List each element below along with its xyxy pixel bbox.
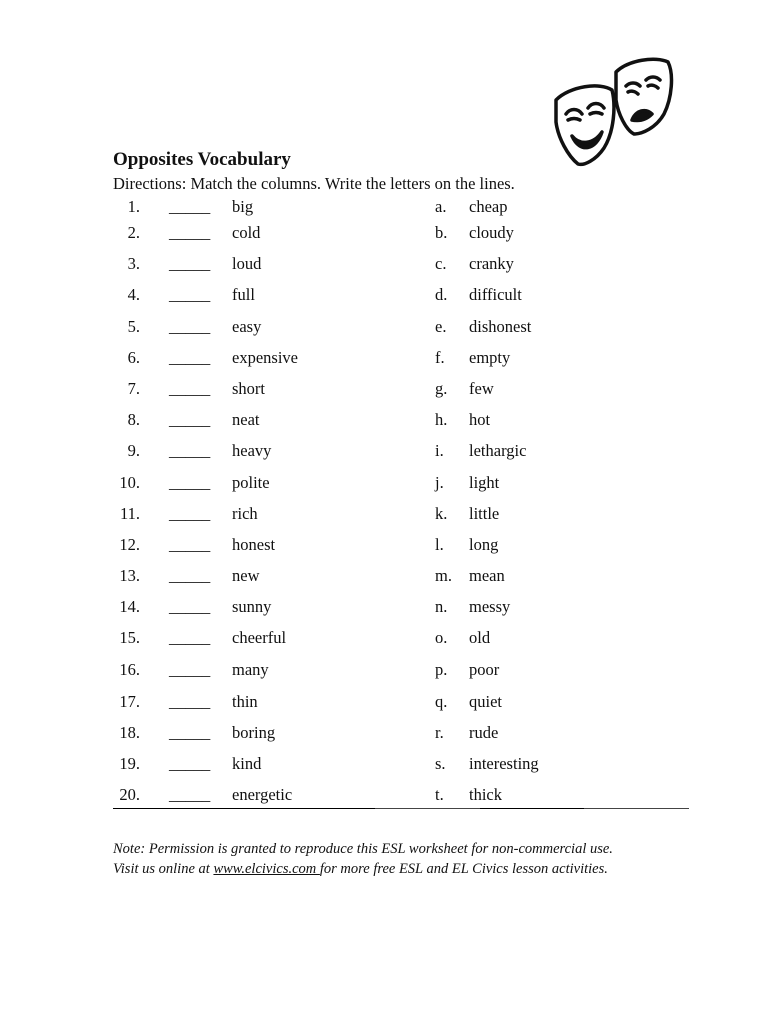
item-number: 1. [127, 197, 140, 216]
choice-letter: t. [435, 785, 444, 804]
choice-word: little [469, 504, 500, 523]
item-number: 12. [119, 535, 140, 554]
answer-blank[interactable]: _____ [169, 504, 211, 523]
item-word: polite [232, 473, 270, 492]
directions-text: Directions: Match the columns. Write the letters on the lines. [113, 174, 515, 193]
divider-line-accent [113, 808, 375, 809]
item-number: 16. [119, 660, 140, 679]
choice-letter: n. [435, 597, 448, 616]
match-row [0, 565, 768, 587]
match-row [0, 196, 768, 218]
choice-word: quiet [469, 692, 502, 711]
match-row [0, 784, 768, 806]
answer-blank[interactable]: _____ [169, 660, 211, 679]
match-row [0, 222, 768, 244]
item-number: 15. [119, 628, 140, 647]
choice-word: poor [469, 660, 500, 679]
match-row [0, 722, 768, 744]
answer-blank[interactable]: _____ [169, 285, 211, 304]
choice-letter: o. [435, 628, 448, 647]
answer-blank[interactable]: _____ [169, 692, 211, 711]
note-line-1: Note: Permission is granted to reproduce this ESL worksheet for non-commercial use. [113, 841, 613, 857]
match-row [0, 596, 768, 618]
choice-word: cranky [469, 254, 514, 273]
item-word: thin [232, 692, 258, 711]
answer-blank[interactable]: _____ [169, 410, 211, 429]
answer-blank[interactable]: _____ [169, 254, 211, 273]
choice-letter: b. [435, 223, 448, 242]
choice-word: old [469, 628, 491, 647]
choice-word: long [469, 535, 499, 554]
divider-line-accent [480, 808, 584, 809]
answer-blank[interactable]: _____ [169, 379, 211, 398]
answer-blank[interactable]: _____ [169, 597, 211, 616]
item-word: energetic [232, 785, 293, 804]
answer-blank[interactable]: _____ [169, 197, 211, 216]
choice-word: difficult [469, 285, 522, 304]
choice-word: mean [469, 566, 505, 585]
item-word: loud [232, 254, 262, 273]
choice-word: light [469, 473, 500, 492]
item-number: 2. [127, 223, 140, 242]
item-word: cold [232, 223, 261, 242]
choice-letter: r. [435, 723, 444, 742]
item-word: heavy [232, 441, 272, 460]
choice-word: rude [469, 723, 499, 742]
item-word: neat [232, 410, 260, 429]
note-line-2-prefix: Visit us online at [113, 861, 214, 877]
choice-letter: q. [435, 692, 448, 711]
choice-letter: p. [435, 660, 448, 679]
choice-letter: f. [435, 348, 445, 367]
note-line-2-suffix: for more free ESL and EL Civics lesson activities. [319, 861, 608, 877]
answer-blank[interactable]: _____ [169, 785, 211, 804]
choice-letter: j. [435, 473, 444, 492]
item-word: kind [232, 754, 262, 773]
item-word: easy [232, 317, 262, 336]
item-number: 18. [119, 723, 140, 742]
item-word: sunny [232, 597, 272, 616]
answer-blank[interactable]: _____ [169, 441, 211, 460]
match-row [0, 347, 768, 369]
match-row [0, 284, 768, 306]
choice-letter: l. [435, 535, 444, 554]
choice-letter: k. [435, 504, 448, 523]
answer-blank[interactable]: _____ [169, 566, 211, 585]
item-number: 14. [119, 597, 140, 616]
choice-word: dishonest [469, 317, 532, 336]
match-row [0, 659, 768, 681]
choice-letter: c. [435, 254, 447, 273]
choice-letter: h. [435, 410, 448, 429]
match-row [0, 409, 768, 431]
choice-word: cheap [469, 197, 508, 216]
match-row [0, 503, 768, 525]
item-number: 4. [127, 285, 140, 304]
item-word: full [232, 285, 255, 304]
match-row [0, 627, 768, 649]
answer-blank[interactable]: _____ [169, 535, 211, 554]
item-number: 19. [119, 754, 140, 773]
match-row [0, 534, 768, 556]
item-number: 8. [127, 410, 140, 429]
answer-blank[interactable]: _____ [169, 223, 211, 242]
item-number: 13. [119, 566, 140, 585]
item-word: cheerful [232, 628, 287, 647]
match-row [0, 316, 768, 338]
page-title: Opposites Vocabulary [113, 149, 291, 170]
answer-blank[interactable]: _____ [169, 473, 211, 492]
answer-blank[interactable]: _____ [169, 754, 211, 773]
choice-word: lethargic [469, 441, 527, 460]
item-word: big [232, 197, 254, 216]
item-word: honest [232, 535, 276, 554]
item-word: short [232, 379, 265, 398]
item-word: many [232, 660, 269, 679]
item-word: rich [232, 504, 258, 523]
item-number: 3. [127, 254, 140, 273]
item-number: 9. [127, 441, 140, 460]
item-number: 20. [119, 785, 140, 804]
match-row [0, 472, 768, 494]
permission-note [113, 839, 713, 879]
choice-letter: a. [435, 197, 447, 216]
choice-word: messy [469, 597, 511, 616]
match-row [0, 753, 768, 775]
match-row [0, 253, 768, 275]
item-number: 10. [119, 473, 140, 492]
choice-letter: d. [435, 285, 448, 304]
item-number: 5. [127, 317, 140, 336]
item-number: 7. [127, 379, 140, 398]
item-number: 17. [119, 692, 140, 711]
match-row [0, 440, 768, 462]
choice-word: few [469, 379, 494, 398]
answer-blank[interactable]: _____ [169, 348, 211, 367]
match-row [0, 378, 768, 400]
choice-word: interesting [469, 754, 539, 773]
choice-word: hot [469, 410, 491, 429]
choice-word: empty [469, 348, 511, 367]
choice-letter: i. [435, 441, 444, 460]
website-link[interactable]: www.elcivics.com [213, 861, 320, 877]
choice-word: cloudy [469, 223, 514, 242]
item-word: boring [232, 723, 276, 742]
choice-word: thick [469, 785, 502, 804]
choice-letter: s. [435, 754, 446, 773]
answer-blank[interactable]: _____ [169, 628, 211, 647]
choice-letter: e. [435, 317, 447, 336]
answer-blank[interactable]: _____ [169, 317, 211, 336]
item-number: 6. [127, 348, 140, 367]
item-number: 11. [119, 504, 140, 523]
answer-blank[interactable]: _____ [169, 723, 211, 742]
choice-letter: g. [435, 379, 448, 398]
match-row [0, 691, 768, 713]
choice-letter: m. [435, 566, 452, 585]
item-word: expensive [232, 348, 298, 367]
item-word: new [232, 566, 260, 585]
